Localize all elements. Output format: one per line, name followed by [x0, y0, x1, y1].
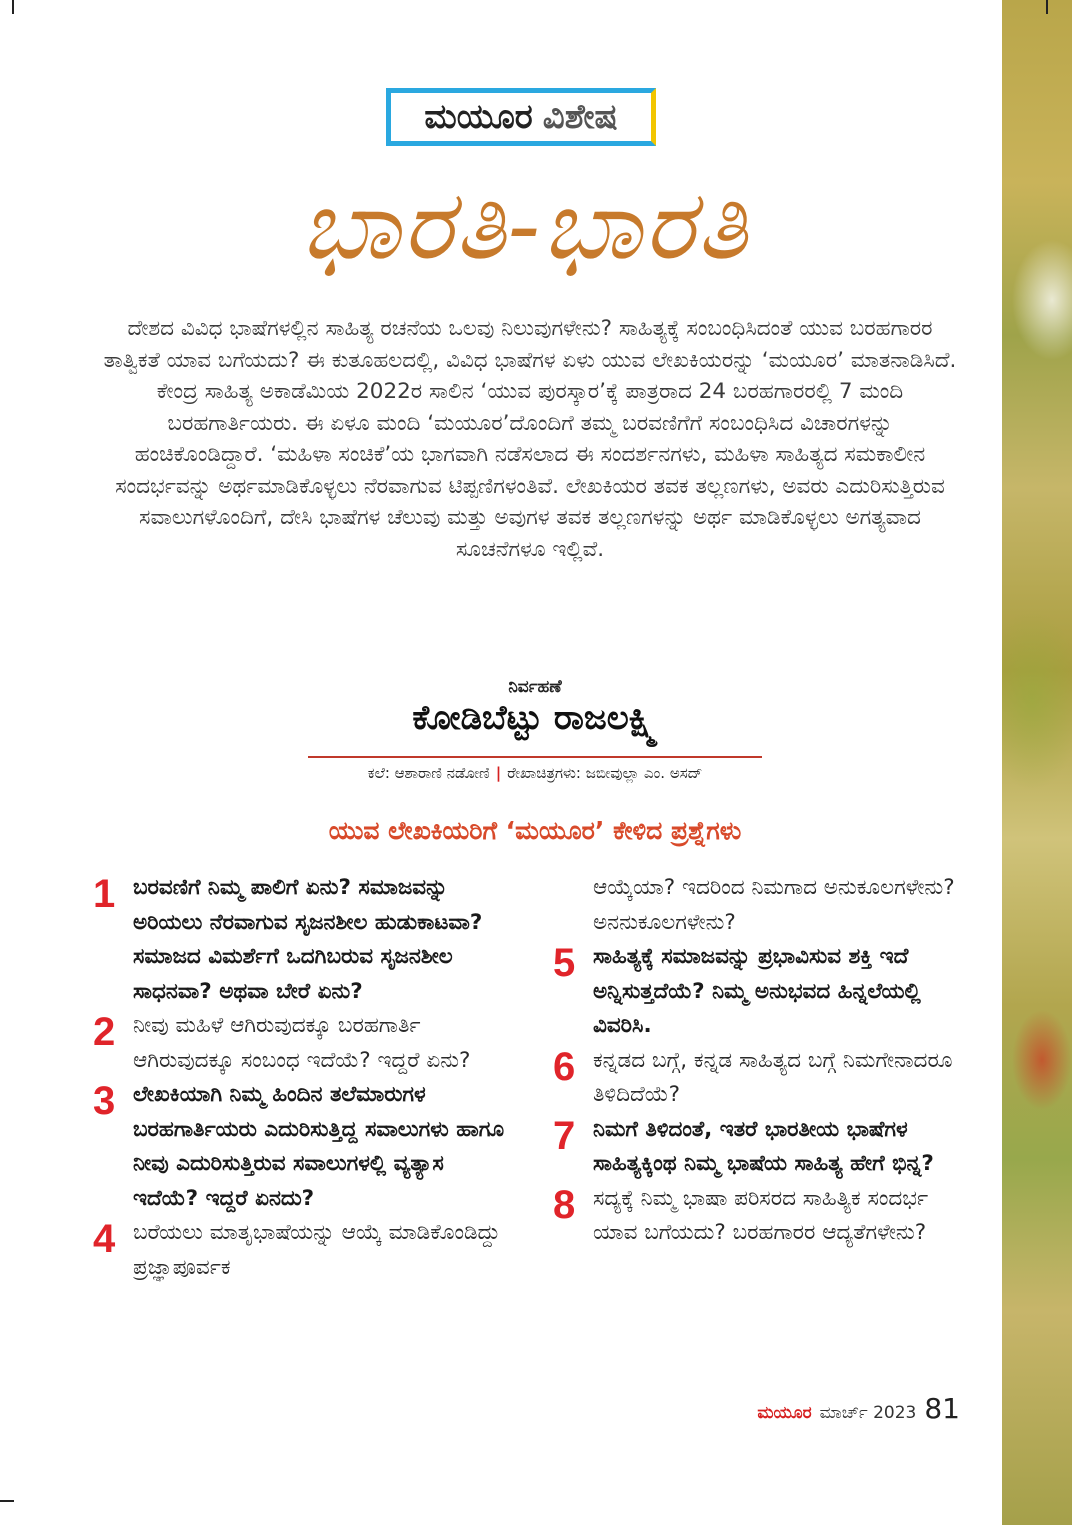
question-item — [553, 1113, 968, 1182]
byline-label: ನಿರ್ವಹಣೆ — [508, 677, 562, 697]
questions-heading: ಯುವ ಲೇಖಕಿಯರಿಗೆ ‘ಮಯೂರ’ ಕೇಳಿದ ಪ್ರಶ್ನೆಗಳು — [328, 816, 742, 845]
crop-mark — [12, 0, 14, 14]
credits-line — [300, 764, 770, 782]
credit-separator: | — [495, 764, 502, 782]
question-item-continued — [593, 871, 968, 940]
question-number: 7 — [553, 1113, 576, 1158]
magazine-logo: ಮಯೂರ — [757, 1403, 812, 1423]
crop-mark — [0, 1500, 14, 1502]
art-credit: ಕಲೆ: ಆಶಾರಾಣಿ ನಡೋಣಿ — [367, 764, 490, 782]
question-number: 2 — [93, 1010, 116, 1054]
author-name: ಕೋಡಿಬೆಟ್ಟು ರಾಜಲಕ್ಷ್ಮಿ — [412, 698, 658, 738]
question-item — [553, 1182, 968, 1251]
question-text: ಬರವಣಿಗೆ ನಿಮ್ಮ ಪಾಲಿಗೆ ಏನು? ಸಮಾಜವನ್ನು ಅರಿಯಲು ನೆರವಾಗುವ ಸೃಜನಶೀಲ ಹುಡುಕಾಟವಾ? ಸಮಾಜದ ವಿಮರ್ಶೆಗೆ ಒದಗಿಬರುವ ಸೃಜನಶೀಲ ಸಾಧನವಾ? ಅಥವಾ ಬೇರೆ ಏನು? — [133, 875, 483, 1004]
page-number: 81 — [924, 1392, 960, 1425]
question-item — [93, 871, 513, 1009]
question-item — [93, 1009, 513, 1078]
question-text: ಬರೆಯಲು ಮಾತೃಭಾಷೆಯನ್ನು ಆಯ್ಕೆ ಮಾಡಿಕೊಂಡಿದ್ದು ಪ್ರಜ್ಞಾಪೂರ್ವಕ — [133, 1220, 501, 1280]
page-title: ಭಾರತಿ-ಭಾರತಿ — [300, 169, 750, 281]
question-text: ಕನ್ನಡದ ಬಗ್ಗೆ, ಕನ್ನಡ ಸಾಹಿತ್ಯದ ಬಗ್ಗೆ ನಿಮಗೇನಾದರೂ ತಿಳಿದಿದೆಯೆ? — [593, 1047, 953, 1107]
question-item — [93, 1078, 513, 1216]
crop-mark — [1046, 0, 1048, 14]
question-item — [553, 1044, 968, 1113]
page-footer — [757, 1392, 960, 1425]
decorative-painting-strip — [1002, 0, 1072, 1525]
question-text: ನೀವು ಮಹಿಳೆ ಆಗಿರುವುದಕ್ಕೂ ಬರಹಗಾರ್ತಿ ಆಗಿರುವುದಕ್ಕೂ ಸಂಬಂಧ ಇದೆಯೆ? ಇದ್ದರೆ ಏನು? — [133, 1013, 471, 1073]
question-number: 8 — [553, 1182, 576, 1227]
questions-column-left — [93, 871, 513, 1285]
question-text: ಲೇಖಕಿಯಾಗಿ ನಿಮ್ಮ ಹಿಂದಿನ ತಲೆಮಾರುಗಳ ಬರಹಗಾರ್ತಿಯರು ಎದುರಿಸುತ್ತಿದ್ದ ಸವಾಲುಗಳು ಹಾಗೂ ನೀವು ಎದುರಿಸುತ್ತಿರುವ ಸವಾಲುಗಳಲ್ಲಿ ವ್ಯತ್ಯಾಸ ಇದೆಯೆ? ಇದ್ದರೆ ಏನದು? — [133, 1082, 505, 1211]
sketch-credit: ರೇಖಾಚಿತ್ರಗಳು: ಜಬೀವುಲ್ಲಾ ಎಂ. ಅಸದ್ — [507, 764, 703, 782]
question-text: ನಿಮಗೆ ತಿಳಿದಂತೆ, ಇತರೆ ಭಾರತೀಯ ಭಾಷೆಗಳ ಸಾಹಿತ್ಯಕ್ಕಿಂಥ ನಿಮ್ಮ ಭಾಷೆಯ ಸಾಹಿತ್ಯ ಹೇಗೆ ಭಿನ್ನ? — [593, 1116, 934, 1176]
intro-paragraph: ದೇಶದ ವಿವಿಧ ಭಾಷೆಗಳಲ್ಲಿನ ಸಾಹಿತ್ಯ ರಚನೆಯ ಒಲವು ನಿಲುವುಗಳೇನು? ಸಾಹಿತ್ಯಕ್ಕೆ ಸಂಬಂಧಿಸಿದಂತೆ ಯುವ ಬರಹಗಾರರ ತಾತ್ವಿಕತೆ ಯಾವ ಬಗೆಯದು? ಈ ಕುತೂಹಲದಲ್ಲಿ, ವಿವಿಧ ಭಾಷೆಗಳ ಏಳು ಯುವ ಲೇಖಕಿಯರನ್ನು ‘ಮಯೂರ’ ಮಾತನಾಡಿಸಿದೆ. ಕೇಂದ್ರ ಸಾಹಿತ್ಯ ಅಕಾಡೆಮಿಯ 2022ರ ಸಾಲಿನ ‘ಯುವ ಪುರಸ್ಕಾರ’ಕ್ಕೆ ಪಾತ್ರರಾದ 24 ಬರಹಗಾರರಲ್ಲಿ 7 ಮಂದಿ ಬರಹಗಾರ್ತಿಯರು. ಈ ಏಳೂ ಮಂದಿ ‘ಮಯೂರ’ದೊಂದಿಗೆ ತಮ್ಮ ಬರವಣಿಗೆಗೆ ಸಂಬಂಧಿಸಿದ ವಿಚಾರಗಳನ್ನು ಹಂಚಿಕೊಂಡಿದ್ದಾರೆ. ‘ಮಹಿಳಾ ಸಂಚಿಕೆ’ಯ ಭಾಗವಾಗಿ ನಡೆಸಲಾದ ಈ ಸಂದರ್ಶನಗಳು, ಮಹಿಳಾ ಸಾಹಿತ್ಯದ ಸಮಕಾಲೀನ ಸಂದರ್ಭವನ್ನು ಅರ್ಥಮಾಡಿಕೊಳ್ಳಲು ನೆರವಾಗುವ ಟಿಪ್ಪಣಿಗಳಂತಿವೆ. ಲೇಖಕಿಯರ ತವಕ ತಲ್ಲಣಗಳು, ಅವರು ಎದುರಿಸುತ್ತಿರುವ ಸವಾಲುಗಳೊಂದಿಗೆ, ದೇಸಿ ಭಾಷೆಗಳ ಚೆಲುವು ಮತ್ತು ಅವುಗಳ ತವಕ ತಲ್ಲಣಗಳನ್ನು ಅರ್ಥ ಮಾಡಿಕೊಳ್ಳಲು ಅಗತ್ಯವಾದ ಸೂಚನೆಗಳೂ ಇಲ್ಲಿವೆ. — [103, 316, 957, 562]
question-number: 4 — [93, 1217, 116, 1261]
question-item — [93, 1216, 513, 1285]
section-badge — [386, 88, 656, 146]
question-number: 3 — [93, 1079, 116, 1123]
question-text: ಸಾಹಿತ್ಯಕ್ಕೆ ಸಮಾಜವನ್ನು ಪ್ರಭಾವಿಸುವ ಶಕ್ತಿ ಇದೆ ಅನ್ನಿಸುತ್ತದೆಯೆ? ನಿಮ್ಮ ಅನುಭವದ ಹಿನ್ನಲೆಯಲ್ಲಿ ವಿವರಿಸಿ. — [593, 944, 921, 1038]
question-number: 6 — [553, 1044, 576, 1089]
issue-date: ಮಾರ್ಚ್ 2023 — [819, 1403, 917, 1423]
author-divider — [308, 756, 762, 758]
badge-word-2: ವಿಶೇಷ — [542, 97, 618, 137]
question-item — [553, 940, 968, 1044]
badge-word-1: ಮಯೂರ — [424, 97, 533, 137]
question-number: 1 — [93, 872, 116, 916]
questions-column-right — [553, 871, 968, 1251]
question-text: ಆಯ್ಕೆಯಾ? ಇದರಿಂದ ನಿಮಗಾದ ಅನುಕೂಲಗಳೇನು? ಅನನುಕೂಲಗಳೇನು? — [593, 875, 955, 935]
question-number: 5 — [553, 941, 576, 985]
question-text: ಸದ್ಯಕ್ಕೆ ನಿಮ್ಮ ಭಾಷಾ ಪರಿಸರದ ಸಾಹಿತ್ಯಿಕ ಸಂದರ್ಭ ಯಾವ ಬಗೆಯದು? ಬರಹಗಾರರ ಆದ್ಯತೆಗಳೇನು? — [593, 1185, 929, 1245]
